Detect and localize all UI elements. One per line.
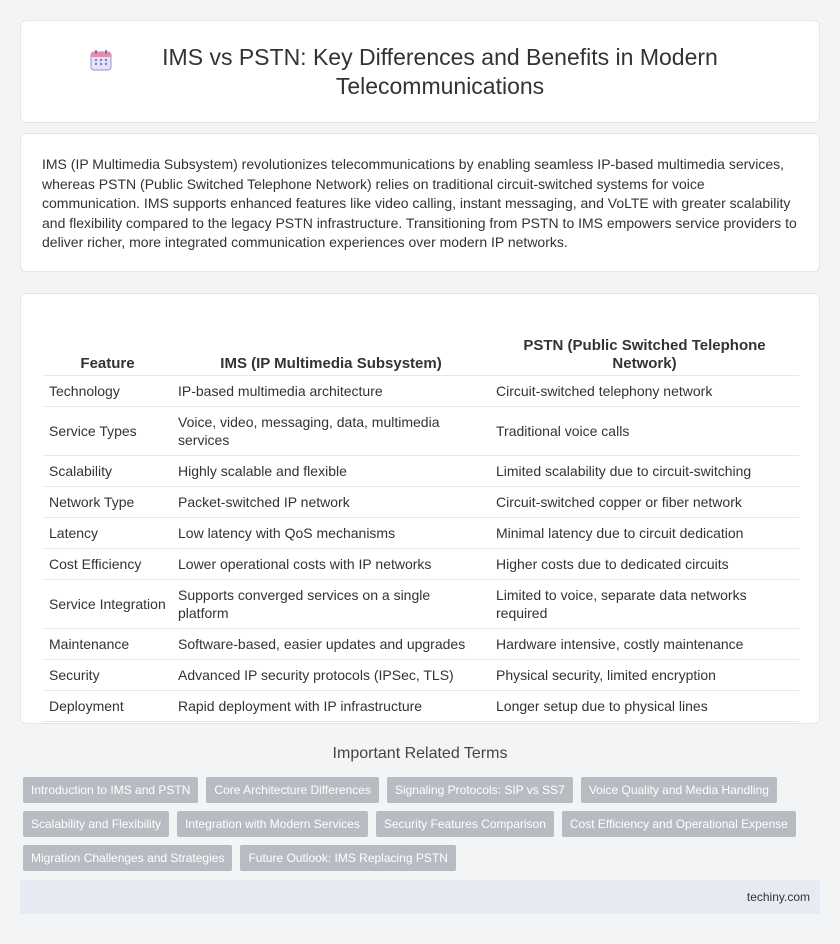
related-tag[interactable]: Integration with Modern Services xyxy=(177,811,368,837)
table-cell: Service Integration xyxy=(43,580,172,629)
table-cell: Limited to voice, separate data networks required xyxy=(490,580,799,629)
table-cell: Rapid deployment with IP infrastructure xyxy=(172,691,490,722)
related-terms-tags xyxy=(23,777,823,871)
table-cell: Low latency with QoS mechanisms xyxy=(172,518,490,549)
table-cell: Circuit-switched copper or fiber network xyxy=(490,487,799,518)
comparison-card xyxy=(20,293,820,724)
footer-site-link[interactable]: techiny.com xyxy=(746,890,810,904)
table-cell: Supports converged services on a single platform xyxy=(172,580,490,629)
intro-card xyxy=(20,133,820,272)
table-row xyxy=(43,487,799,518)
table-cell: Traditional voice calls xyxy=(490,407,799,456)
table-row xyxy=(43,580,799,629)
table-row xyxy=(43,549,799,580)
title-wrap xyxy=(90,43,750,101)
title-card xyxy=(20,20,820,123)
table-cell: Cost Efficiency xyxy=(43,549,172,580)
table-cell: Service Types xyxy=(43,407,172,456)
table-cell: Physical security, limited encryption xyxy=(490,660,799,691)
related-tag[interactable]: Introduction to IMS and PSTN xyxy=(23,777,198,803)
table-cell: Longer setup due to physical lines xyxy=(490,691,799,722)
related-tag[interactable]: Scalability and Flexibility xyxy=(23,811,169,837)
table-row xyxy=(43,376,799,407)
related-tag[interactable]: Cost Efficiency and Operational Expense xyxy=(562,811,796,837)
table-cell: IP-based multimedia architecture xyxy=(172,376,490,407)
table-cell: Minimal latency due to circuit dedication xyxy=(490,518,799,549)
table-row xyxy=(43,660,799,691)
table-cell: Circuit-switched telephony network xyxy=(490,376,799,407)
header-ims: IMS (IP Multimedia Subsystem) xyxy=(172,314,490,376)
table-cell: Latency xyxy=(43,518,172,549)
header-pstn: PSTN (Public Switched Telephone Network) xyxy=(490,314,799,376)
table-cell: Maintenance xyxy=(43,629,172,660)
footer xyxy=(20,880,820,914)
calendar-icon xyxy=(90,49,112,71)
related-tag[interactable]: Migration Challenges and Strategies xyxy=(23,845,232,871)
table-cell: Higher costs due to dedicated circuits xyxy=(490,549,799,580)
table-header-row xyxy=(43,314,799,376)
table-row xyxy=(43,691,799,722)
table-cell: Lower operational costs with IP networks xyxy=(172,549,490,580)
table-cell: Packet-switched IP network xyxy=(172,487,490,518)
page-title: IMS vs PSTN: Key Differences and Benefits in Modern Telecommunications xyxy=(162,43,718,99)
related-tag[interactable]: Security Features Comparison xyxy=(376,811,554,837)
table-cell: Scalability xyxy=(43,456,172,487)
intro-paragraph: IMS (IP Multimedia Subsystem) revolutionizes telecommunications by enabling seamless IP-based multimedia services, whereas PSTN (Public Switched Telephone Network) relies on traditional circuit-switched systems for voice communication. IMS supports enhanced features like video calling, instant messaging, and VoLTE with greater scalability and flexibility compared to the legacy PSTN infrastructure. Transitioning from PSTN to IMS empowers service providers to deliver richer, more integrated communication experiences over modern IP networks. xyxy=(42,156,797,251)
table-cell: Deployment xyxy=(43,691,172,722)
table-cell: Advanced IP security protocols (IPSec, TLS) xyxy=(172,660,490,691)
table-cell: Highly scalable and flexible xyxy=(172,456,490,487)
table-row xyxy=(43,629,799,660)
related-tag[interactable]: Voice Quality and Media Handling xyxy=(581,777,777,803)
table-cell: Voice, video, messaging, data, multimedia services xyxy=(172,407,490,456)
table-row xyxy=(43,518,799,549)
related-terms-title: Important Related Terms xyxy=(332,745,508,762)
table-cell: Hardware intensive, costly maintenance xyxy=(490,629,799,660)
related-tag[interactable]: Core Architecture Differences xyxy=(206,777,379,803)
table-cell: Software-based, easier updates and upgrades xyxy=(172,629,490,660)
related-tag[interactable]: Signaling Protocols: SIP vs SS7 xyxy=(387,777,573,803)
table-row xyxy=(43,456,799,487)
table-row xyxy=(43,407,799,456)
table-cell: Limited scalability due to circuit-switching xyxy=(490,456,799,487)
related-tag[interactable]: Future Outlook: IMS Replacing PSTN xyxy=(240,845,455,871)
header-feature: Feature xyxy=(43,314,172,376)
table-cell: Technology xyxy=(43,376,172,407)
comparison-table xyxy=(43,314,799,722)
table-cell: Security xyxy=(43,660,172,691)
table-cell: Network Type xyxy=(43,487,172,518)
